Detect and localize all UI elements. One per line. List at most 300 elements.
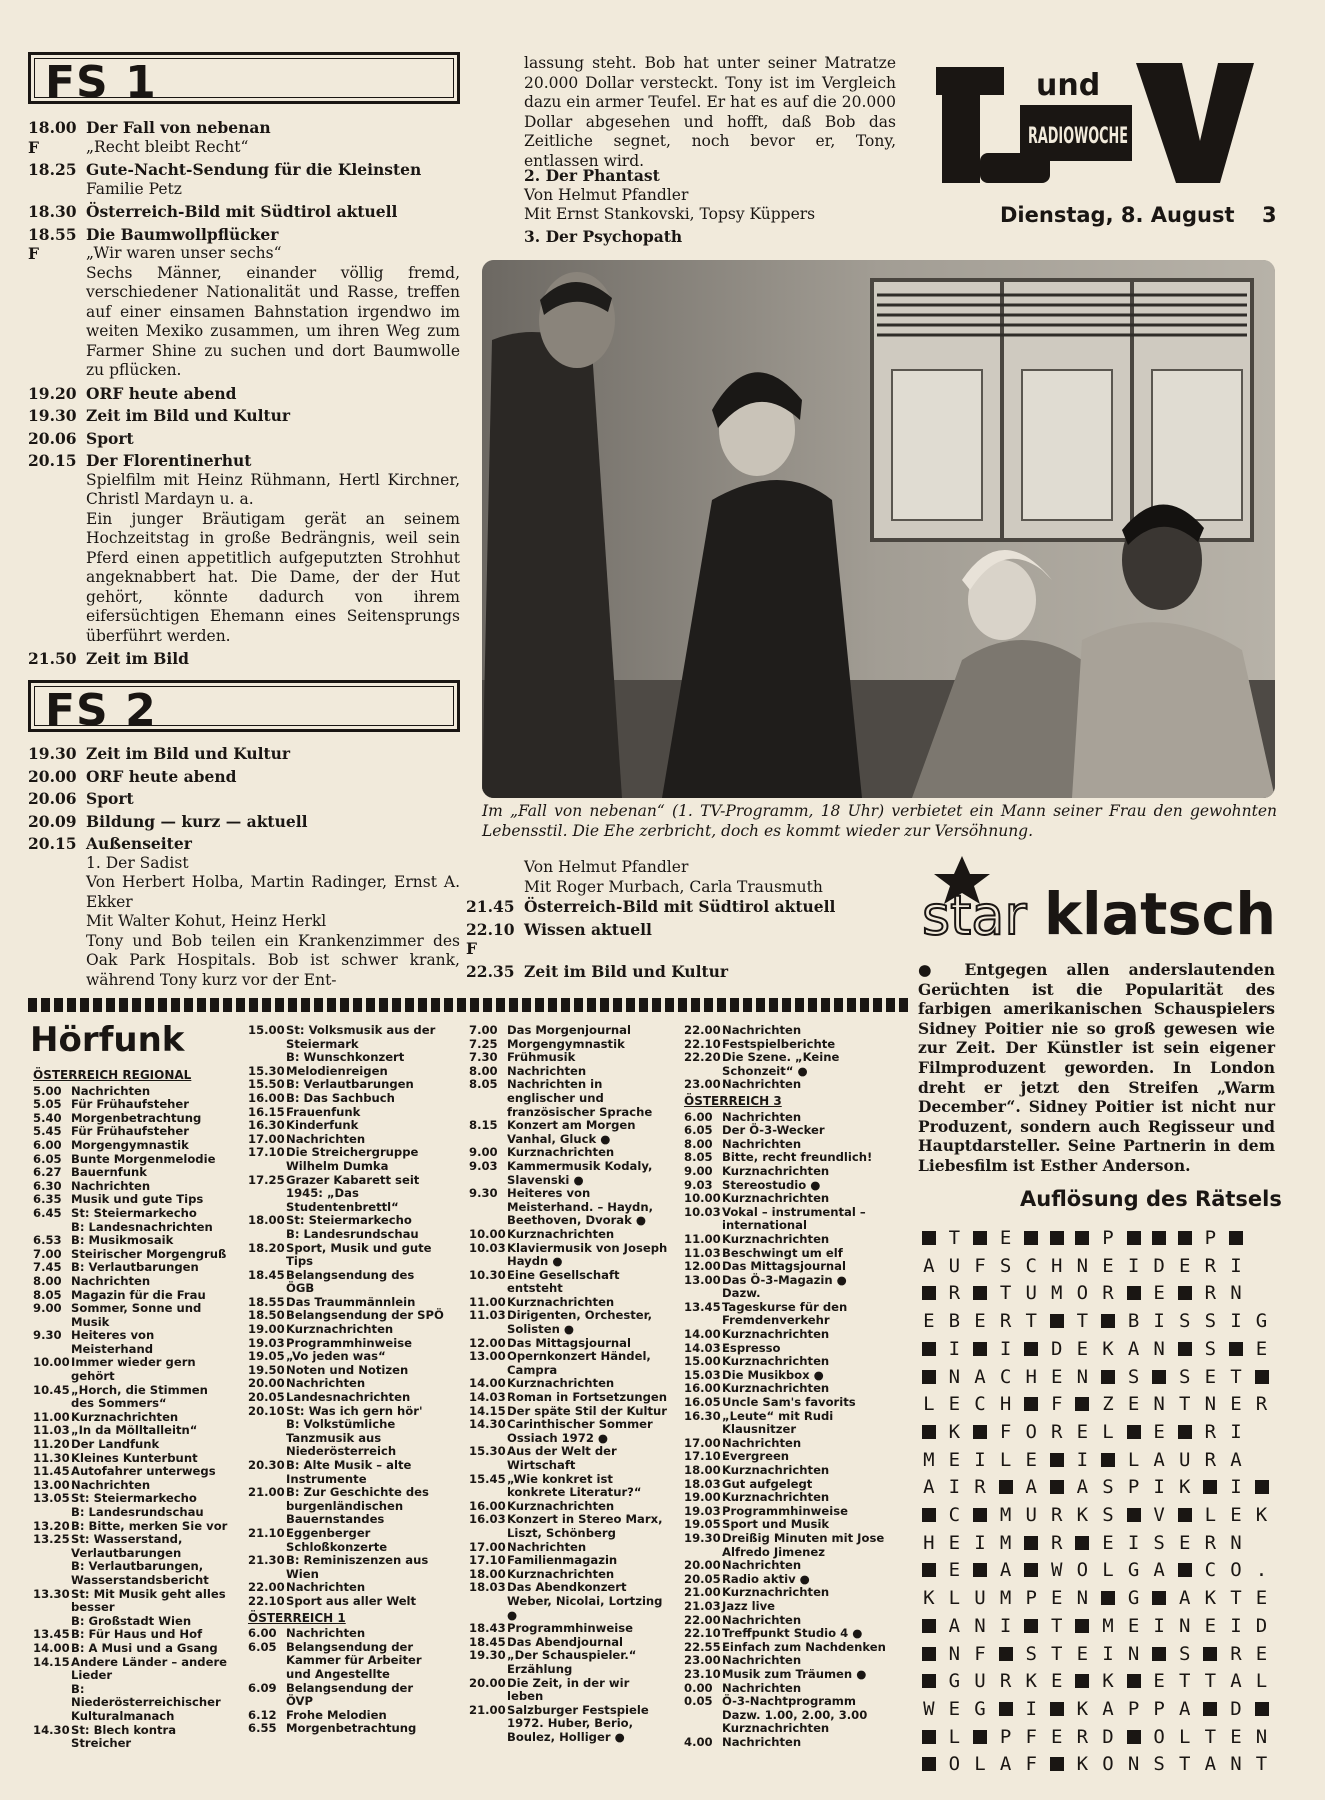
black-square-icon [922, 1370, 936, 1384]
puzzle-cell [1146, 1225, 1172, 1253]
puzzle-cell: H [999, 1393, 1012, 1416]
radio-title: Kurznachrichten [722, 1231, 830, 1246]
radio-time: 7.30 [469, 1050, 498, 1065]
radio-entry [469, 1445, 669, 1472]
radio-title: Für Frühaufsteher [71, 1124, 190, 1139]
radio-entry [469, 1405, 669, 1419]
radio-time: 13.00 [469, 1349, 506, 1364]
radio-entry [33, 1628, 231, 1642]
radio-time: 14.03 [469, 1390, 506, 1405]
hoerfunk-heading: Hörfunk [30, 1020, 185, 1060]
radio-entry [684, 1342, 888, 1356]
radio-time: 10.00 [33, 1355, 70, 1370]
puzzle-row [916, 1253, 1274, 1281]
radio-title: Das Morgenjournal [507, 1023, 631, 1037]
puzzle-cell: S [1153, 1531, 1165, 1554]
puzzle-cell: I [999, 1614, 1012, 1637]
radio-title: Nachrichten [722, 1612, 802, 1627]
radio-time: 16.00 [684, 1381, 721, 1396]
radio-title: Eine Gesellschaft entsteht [507, 1267, 620, 1296]
radio-time: 5.40 [33, 1110, 62, 1125]
radio-time: 22.20 [684, 1050, 721, 1065]
continuation-line: Von Helmut Pfandler [524, 858, 689, 876]
puzzle-cell: I [974, 1531, 986, 1554]
radio-entry [684, 1464, 888, 1478]
radio-entry [33, 1125, 231, 1139]
puzzle-cell: E [1153, 1282, 1165, 1305]
radio-entry [248, 1581, 444, 1595]
black-square-icon [1024, 1536, 1038, 1550]
puzzle-cell: D [1153, 1254, 1165, 1277]
puzzle-cell [1198, 1641, 1224, 1669]
radio-title: Vokal – instrumental – international [722, 1204, 866, 1233]
tv-body [86, 789, 460, 809]
black-square-icon [1101, 1370, 1115, 1384]
tv-title: Gute-Nacht-Sendung für die Kleinsten [86, 160, 422, 179]
radio-title: Kinderfunk [286, 1118, 359, 1133]
tv-entry [28, 834, 460, 990]
puzzle-cell: S [1204, 1337, 1217, 1360]
tv-entry [28, 202, 460, 222]
puzzle-cell: O [1076, 1559, 1089, 1582]
radio-title: Das Abendkonzert Weber, Nicolai, Lortzing ● [507, 1580, 663, 1622]
radio-entry [248, 1641, 444, 1682]
logo-und: und [1036, 68, 1101, 103]
radio-title: Heiteres von Meisterhand. – Haydn, Beethoven, Dvorak ● [507, 1186, 653, 1228]
radio-title: B: Volkstümliche Tanzmusik aus Niederösterreich [286, 1417, 397, 1459]
radio-title: Die Zeit, in der wir leben [507, 1675, 630, 1704]
radio-entry [684, 1274, 888, 1301]
puzzle-cell: I [1230, 1476, 1242, 1499]
radio-title: Bunte Morgenmelodie [71, 1151, 216, 1166]
radio-time: 12.00 [684, 1259, 721, 1274]
radio-title: Kurznachrichten [507, 1498, 615, 1513]
tv-time-cell [28, 225, 86, 381]
radio-entry [33, 1289, 231, 1303]
puzzle-cell: I [1230, 1420, 1242, 1443]
puzzle-cell: L [1179, 1725, 1191, 1748]
radio-entry [684, 1600, 888, 1614]
radio-time: 6.27 [33, 1165, 62, 1180]
puzzle-cell [1018, 1613, 1044, 1641]
black-square-icon [1050, 1702, 1064, 1716]
puzzle-cell [1044, 1308, 1070, 1336]
tv-entry [466, 962, 896, 982]
puzzle-row [916, 1668, 1274, 1696]
puzzle-cell: U [948, 1254, 961, 1277]
black-square-icon [1024, 1397, 1038, 1411]
puzzle-cell: T [1255, 1753, 1268, 1776]
tv-time-cell [28, 384, 86, 404]
radio-title: Carinthischer Sommer Ossiach 1972 ● [507, 1417, 653, 1445]
radio-title: Nachrichten [722, 1077, 802, 1092]
radio-title: Der Landfunk [71, 1437, 160, 1452]
radio-entry [684, 1641, 888, 1655]
puzzle-cell: E [1076, 1642, 1089, 1665]
radio-time: 18.03 [684, 1476, 721, 1491]
radio-title: Nachrichten [286, 1376, 366, 1391]
radio-title: B: Alte Musik – alte Instrumente [286, 1458, 412, 1486]
radio-title: Kurznachrichten [71, 1409, 179, 1424]
puzzle-cell: B [948, 1310, 961, 1333]
puzzle-cell: T [999, 1282, 1012, 1305]
puzzle-cell: M [999, 1587, 1012, 1610]
radio-title: St: Steiermarkecho [71, 1205, 197, 1220]
radio-time: 11.03 [469, 1308, 506, 1323]
puzzle-cell: N [1127, 1753, 1140, 1776]
radio-title: „Horch, die Stimmen des Sommers“ [71, 1382, 208, 1411]
puzzle-cell: C [999, 1365, 1012, 1388]
radio-entry [469, 1500, 669, 1514]
radio-entry [469, 1242, 669, 1269]
radio-title: Uncle Sam's favorits [722, 1395, 856, 1410]
puzzle-cell: K [948, 1420, 961, 1443]
puzzle-cell [916, 1336, 942, 1364]
puzzle-cell: I [1025, 1697, 1037, 1720]
radio-title: Dirigenten, Orchester, Solisten ● [507, 1308, 653, 1337]
tv-time: 20.09 [28, 811, 77, 831]
puzzle-cell [1070, 1391, 1096, 1419]
station-heading: ÖSTERREICH 1 [248, 1610, 346, 1625]
radio-entry [248, 1682, 444, 1709]
radio-time: 0.00 [684, 1680, 713, 1695]
radio-entry [33, 1329, 231, 1356]
radio-entry [469, 1269, 669, 1296]
radio-entry [33, 1683, 231, 1724]
puzzle-cell: O [948, 1753, 961, 1776]
puzzle-cell: N [1153, 1337, 1165, 1360]
puzzle-cell: P [999, 1725, 1012, 1748]
puzzle-cell: T [948, 1227, 961, 1249]
puzzle-cell [1121, 1225, 1147, 1253]
radio-title: Andere Länder – andere Lieder [71, 1654, 228, 1683]
radio-entry [248, 1269, 444, 1296]
radio-time: 6.55 [248, 1721, 277, 1736]
radio-entry [248, 1595, 444, 1609]
radio-time: 9.00 [684, 1163, 713, 1178]
radio-time: 18.00 [684, 1463, 721, 1477]
radio-entry [684, 1491, 888, 1505]
tv-title: Zeit im Bild und Kultur [524, 961, 729, 981]
radio-time: 7.00 [33, 1246, 62, 1261]
radio-entry [248, 1377, 444, 1391]
black-square-icon [1178, 1425, 1192, 1439]
black-square-icon [973, 1563, 987, 1577]
puzzle-cell: K [1025, 1670, 1037, 1693]
radio-time: 14.00 [684, 1327, 721, 1342]
radio-entry [469, 1065, 669, 1079]
radio-title: Kammermusik Kodaly, Slavenski ● [507, 1158, 653, 1187]
radio-time: 11.00 [684, 1231, 721, 1246]
puzzle-cell [1121, 1724, 1147, 1752]
tv-time-cell [28, 834, 86, 990]
black-square-icon [1075, 1619, 1089, 1633]
puzzle-cell: K [1204, 1587, 1217, 1610]
radio-title: Musik und gute Tips [71, 1192, 204, 1207]
puzzle-cell: I [1076, 1448, 1089, 1471]
radio-title: Nachrichten [71, 1477, 151, 1492]
radio-entry [469, 1024, 669, 1038]
radio-title: B: Reminiszenzen aus Wien [286, 1553, 429, 1581]
radio-time: 16.00 [248, 1090, 285, 1105]
puzzle-cell: T [1204, 1670, 1217, 1693]
radio-title: Nachrichten [71, 1178, 151, 1193]
radio-entry [469, 1377, 669, 1391]
puzzle-cell: P [1153, 1697, 1165, 1720]
radio-title: St: Steiermarkecho [286, 1213, 412, 1228]
puzzle-cell: R [948, 1282, 961, 1305]
tv-time-cell [28, 429, 86, 449]
puzzle-cell: E [1076, 1420, 1089, 1443]
tv-entry [28, 789, 460, 809]
radio-entry [684, 1505, 888, 1519]
radio-title: Stereostudio ● [722, 1177, 821, 1192]
radio-entry [33, 1234, 231, 1248]
puzzle-cell: P [1102, 1227, 1114, 1249]
radio-time: 18.45 [469, 1634, 506, 1649]
radio-entry [469, 1296, 669, 1310]
black-square-icon [1050, 1453, 1064, 1467]
radio-entry [684, 1051, 888, 1078]
puzzle-cell: S [1102, 1504, 1114, 1527]
puzzle-cell: T [1230, 1587, 1242, 1610]
radio-time: 21.10 [248, 1525, 285, 1540]
radio-entry [248, 1323, 444, 1337]
puzzle-row [916, 1447, 1274, 1475]
puzzle-cell: T [1076, 1310, 1089, 1333]
radio-time: 6.09 [248, 1680, 277, 1695]
tv-entry [28, 767, 460, 787]
puzzle-cell: P [1127, 1697, 1140, 1720]
puzzle-grid [916, 1225, 1274, 1779]
radio-entry [469, 1078, 669, 1119]
tv-body [86, 767, 460, 787]
puzzle-cell: A [1102, 1697, 1114, 1720]
continuation-item [524, 227, 896, 247]
tv-body [86, 744, 460, 764]
tv-body [86, 160, 460, 199]
radio-time: 21.00 [248, 1485, 285, 1500]
radio-title: Kurznachrichten [722, 1163, 830, 1178]
fs2-continuation-items [524, 166, 896, 248]
radio-time: 11.00 [33, 1409, 70, 1424]
radio-entry [33, 1261, 231, 1275]
puzzle-cell: L [974, 1753, 986, 1776]
tv-time: 20.06 [28, 789, 77, 808]
puzzle-cell: W [923, 1697, 935, 1720]
puzzle-cell: K [1076, 1753, 1089, 1776]
puzzle-row [916, 1724, 1274, 1752]
radio-entry [684, 1450, 888, 1464]
radio-entry [248, 1405, 444, 1419]
black-square-icon [1203, 1702, 1217, 1716]
tv-title: Bildung — kurz — aktuell [86, 811, 308, 831]
puzzle-cell [1172, 1225, 1198, 1253]
radio-entry [248, 1418, 444, 1459]
radio-time: 20.05 [684, 1571, 721, 1586]
radio-title: Kurznachrichten [722, 1490, 830, 1505]
radio-entry [33, 1085, 231, 1099]
puzzle-cell [916, 1502, 942, 1530]
puzzle-cell [1095, 1447, 1121, 1475]
radio-entry [469, 1160, 669, 1187]
black-square-icon [1075, 1536, 1089, 1550]
puzzle-cell: C [948, 1504, 961, 1527]
radio-time: 10.45 [33, 1382, 70, 1397]
radio-time: 22.00 [684, 1023, 721, 1037]
tv-entry [28, 406, 460, 426]
tv-entry [28, 649, 460, 669]
radio-title: Morgenbetrachtung [71, 1110, 202, 1125]
puzzle-cell [1249, 1474, 1275, 1502]
radio-time [33, 1506, 71, 1520]
radio-entry [684, 1124, 888, 1138]
puzzle-cell: N [1076, 1587, 1089, 1610]
puzzle-cell: K [1076, 1697, 1089, 1720]
puzzle-cell: O [1230, 1559, 1242, 1582]
radio-time: 13.30 [33, 1586, 70, 1601]
radio-time: 13.00 [33, 1477, 70, 1492]
radio-time: 18.00 [248, 1213, 285, 1228]
tv-time: 18.25 [28, 160, 77, 179]
radio-time: 22.00 [684, 1612, 721, 1627]
radio-time: 19.00 [248, 1322, 285, 1337]
radio-title: Nachrichten [286, 1580, 366, 1595]
radio-time: 22.10 [248, 1593, 285, 1608]
radio-entry [33, 1615, 231, 1629]
radio-time: 21.00 [469, 1702, 506, 1717]
tv-body [86, 384, 460, 404]
puzzle-cell: Z [1102, 1393, 1114, 1416]
puzzle-cell: E [1076, 1337, 1089, 1360]
radio-time: 4.00 [684, 1734, 713, 1749]
radio-entry [248, 1092, 444, 1106]
puzzle-cell: S [999, 1254, 1012, 1277]
black-square-icon [1127, 1286, 1141, 1300]
tv-entry [28, 118, 460, 157]
puzzle-cell: A [948, 1614, 961, 1637]
radio-entry [469, 1119, 669, 1146]
radio-entry [248, 1391, 444, 1405]
puzzle-cell: L [1255, 1670, 1268, 1693]
tv-title: Außenseiter [86, 834, 192, 853]
radio-column-2 [248, 1024, 444, 1736]
puzzle-cell: I [1127, 1531, 1140, 1554]
puzzle-cell: E [1051, 1725, 1063, 1748]
radio-time [33, 1615, 71, 1629]
radio-title: Nachrichten [722, 1653, 802, 1668]
puzzle-cell: R [1051, 1504, 1063, 1527]
puzzle-row [916, 1641, 1274, 1669]
puzzle-cell [1172, 1419, 1198, 1447]
puzzle-cell: K [1179, 1476, 1191, 1499]
radio-title: Programmhinweise [286, 1335, 412, 1350]
gossip-body: Entgegen allen anderslautenden Gerüchten ist die Popularität des farbigen amerikanischen Schauspielers Sidney Poitier nie so groß gewesen wie zur Zeit. Der Künstler ist sein eigener Filmproduzent geworden. In London dreht er jetzt den Streifen „Warm December“. Sidney Poitier ist nicht nur Produzent, sondern auch Regisseur und Hauptdarsteller. Seine Partnerin in dem Liebesfilm ist Esther Anderson. [918, 960, 1275, 1175]
radio-title: B: Niederösterreichischer Kulturalmanach [71, 1681, 221, 1723]
radio-title: B: Für Haus und Hof [71, 1627, 203, 1642]
tv-time: 22.10 [466, 919, 515, 939]
tv-time: 21.45 [466, 897, 515, 916]
radio-time: 15.03 [684, 1367, 721, 1382]
puzzle-cell [1044, 1225, 1070, 1253]
radio-title: Konzert in Stereo Marx, Liszt, Schönberg [507, 1512, 663, 1540]
puzzle-cell [1249, 1364, 1275, 1392]
photo-caption: Im „Fall von nebenan“ (1. TV-Programm, 18 Uhr) verbietet ein Mann seiner Frau den gewohnten Lebensstil. Die Ehe zerbricht, doch es kommt wieder zur Versöhnung. [482, 802, 1277, 840]
radio-title: Aus der Welt der Wirtschaft [507, 1444, 617, 1472]
puzzle-cell: L [948, 1725, 961, 1748]
black-square-icon [1050, 1757, 1064, 1771]
tv-title: Zeit im Bild und Kultur [86, 744, 291, 763]
radio-column-4 [684, 1024, 888, 1749]
radio-entry [33, 1193, 231, 1207]
radio-entry [684, 1627, 888, 1641]
radio-title: Die Streichergruppe Wilhelm Dumka [286, 1145, 419, 1173]
puzzle-cell [1198, 1696, 1224, 1724]
puzzle-cell [1095, 1585, 1121, 1613]
puzzle-cell: C [1025, 1254, 1037, 1277]
fs1-header [28, 52, 460, 108]
puzzle-cell: G [974, 1697, 986, 1720]
black-square-icon [999, 1480, 1013, 1494]
radio-time [248, 1228, 286, 1242]
radio-title: B: Musikmosaik [71, 1233, 174, 1248]
puzzle-cell [967, 1419, 993, 1447]
puzzle-cell: A [1076, 1476, 1089, 1499]
radio-time: 8.00 [33, 1273, 62, 1288]
puzzle-cell: P [1127, 1476, 1140, 1499]
black-square-icon [1075, 1397, 1089, 1411]
tv-time-cell [466, 962, 524, 982]
radio-time: 22.10 [684, 1626, 721, 1641]
black-square-icon [1127, 1231, 1141, 1245]
black-square-icon [1178, 1342, 1192, 1356]
radio-title: B: Verlautbarungen [286, 1077, 414, 1092]
radio-entry [684, 1151, 888, 1165]
puzzle-cell: I [1153, 1310, 1165, 1333]
puzzle-cell [1044, 1447, 1070, 1475]
radio-title: Frühmusik [507, 1050, 576, 1065]
radio-entry [684, 1614, 888, 1628]
issue-date [1000, 203, 1234, 227]
black-square-icon [1152, 1647, 1166, 1661]
puzzle-cell: N [1255, 1725, 1268, 1748]
puzzle-cell [1223, 1336, 1249, 1364]
puzzle-cell: E [1102, 1254, 1114, 1277]
puzzle-cell: A [1153, 1448, 1165, 1471]
puzzle-cell [1018, 1530, 1044, 1558]
radio-time: 15.50 [248, 1077, 285, 1092]
puzzle-cell: N [1076, 1365, 1089, 1388]
puzzle-cell: B [1127, 1310, 1140, 1333]
puzzle-cell: T [1025, 1310, 1037, 1333]
puzzle-cell [1018, 1225, 1044, 1253]
radio-time: 18.03 [469, 1580, 506, 1595]
radio-entry [469, 1350, 669, 1377]
radio-entry [469, 1228, 669, 1242]
puzzle-cell [1146, 1641, 1172, 1669]
radio-time: 22.55 [684, 1639, 721, 1654]
continuation-item [524, 166, 896, 225]
radio-time: 6.00 [33, 1137, 62, 1152]
puzzle-cell [916, 1668, 942, 1696]
radio-entry [684, 1736, 888, 1750]
radio-entry [684, 1138, 888, 1152]
puzzle-cell: R [974, 1476, 986, 1499]
puzzle-cell: E [1179, 1254, 1191, 1277]
radio-entry [684, 1559, 888, 1573]
radio-title: „Wie konkret ist konkrete Literatur?“ [507, 1471, 642, 1500]
tv-description: Tony und Bob teilen ein Krankenzimmer des Oak Park Hospitals. Bob ist schwer krank, während Tony kurz vor der Ent- [86, 931, 460, 989]
